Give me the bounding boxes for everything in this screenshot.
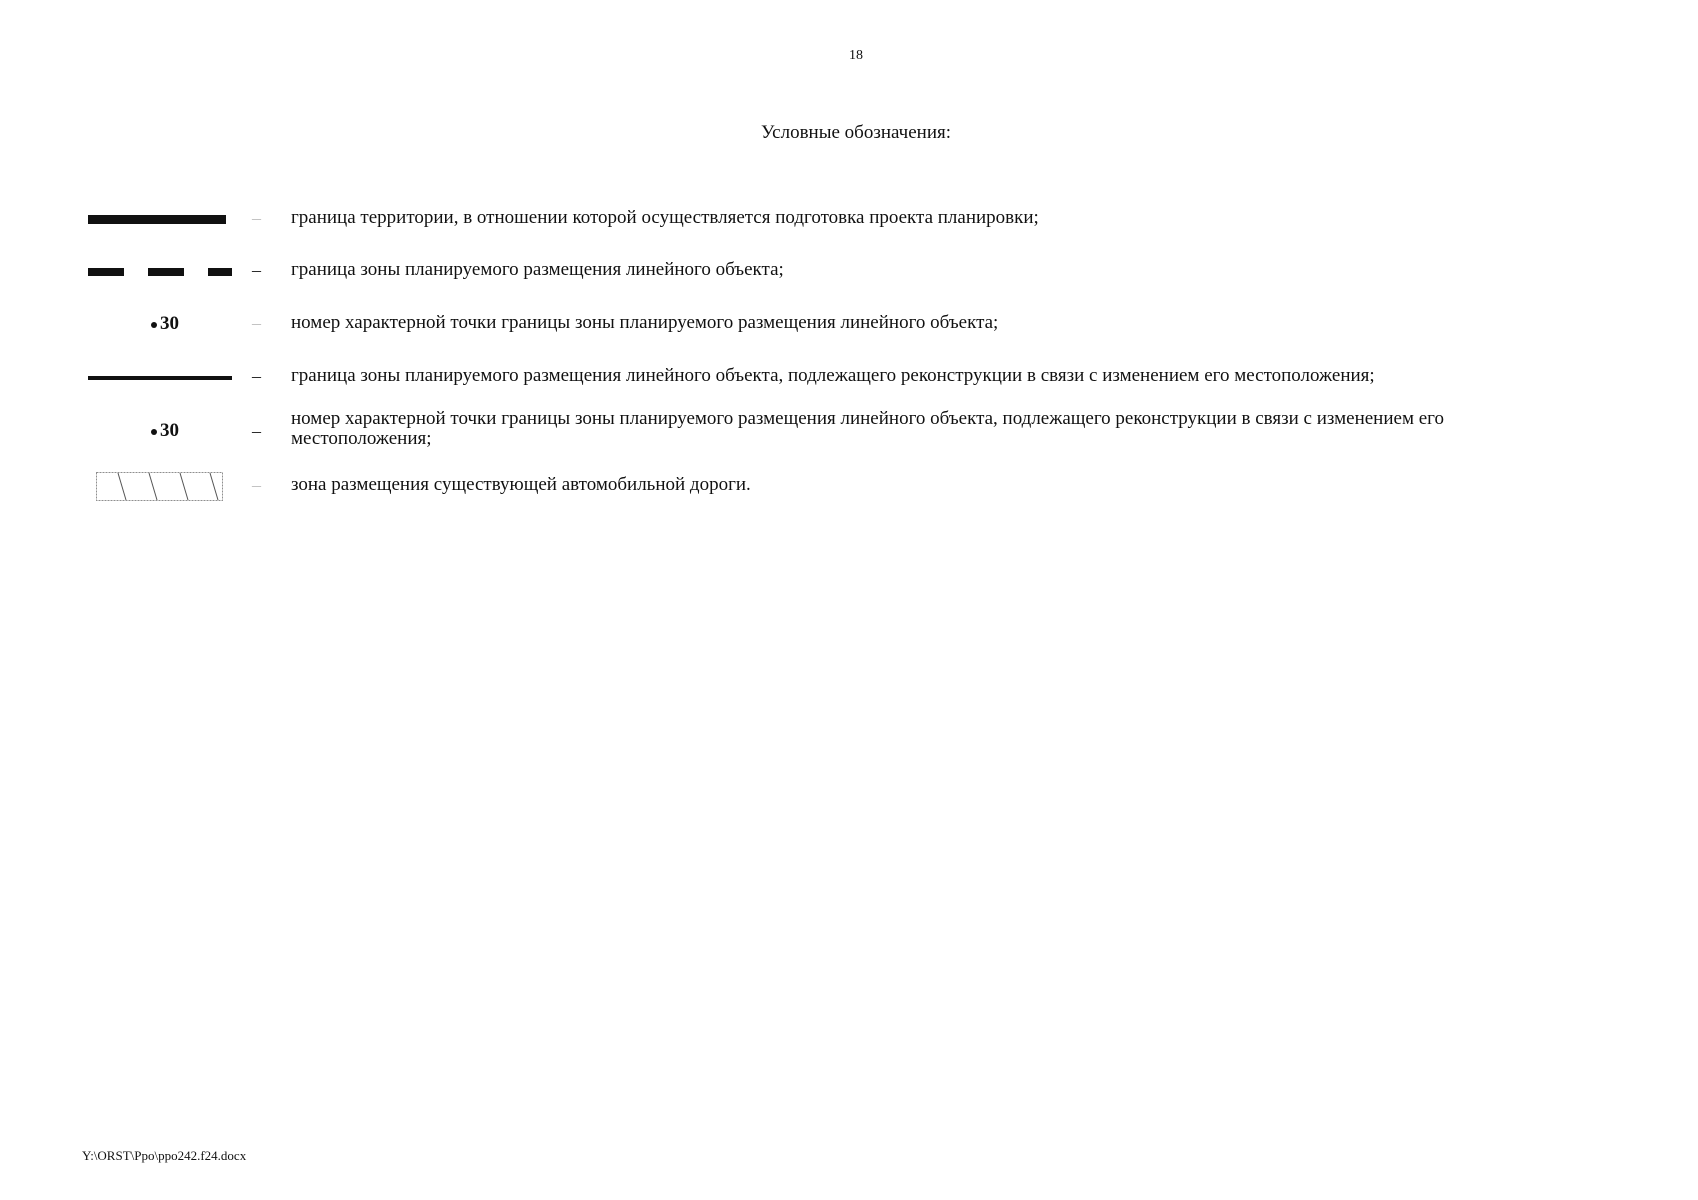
file-path-footer: Y:\ORST\Ppo\ppo242.f24.docx [82,1148,247,1163]
point-symbol [88,420,234,442]
point-dot-icon [151,429,157,435]
solid-thin-line-symbol [88,375,234,381]
solid-thick-line-symbol [88,214,234,226]
legend-dash: – [252,260,261,280]
legend-description: номер характерной точки границы зоны планируемого размещения линейного объекта; [291,312,999,333]
legend-dash: – [252,208,261,228]
legend-dash: – [252,421,261,441]
point-label: 30 [160,420,179,441]
legend-title: Условные обозначения: [760,122,952,143]
point-symbol [88,313,234,335]
legend-dash: – [252,313,261,333]
page-number: 18 [849,48,863,63]
dashed-thick-line-symbol [88,268,234,278]
legend-description: граница зоны планируемого размещения линейного объекта; [291,259,784,280]
legend-dash: – [252,366,261,386]
legend-dash: – [252,475,261,495]
legend-description: номер характерной точки границы зоны планируемого размещения линейного объекта, подлежащего реконструкции в связи с изменением его местоположения; [291,408,1444,449]
point-label: 30 [160,313,179,334]
legend-description: зона размещения существующей автомобильной дороги. [291,474,751,495]
legend-description: граница зоны планируемого размещения линейного объекта, подлежащего реконструкции в связи с изменением его местоположения; [291,365,1375,386]
point-dot-icon [151,322,157,328]
hatched-box-symbol [96,472,242,502]
legend-description: граница территории, в отношении которой осуществляется подготовка проекта планировки; [291,207,1039,228]
